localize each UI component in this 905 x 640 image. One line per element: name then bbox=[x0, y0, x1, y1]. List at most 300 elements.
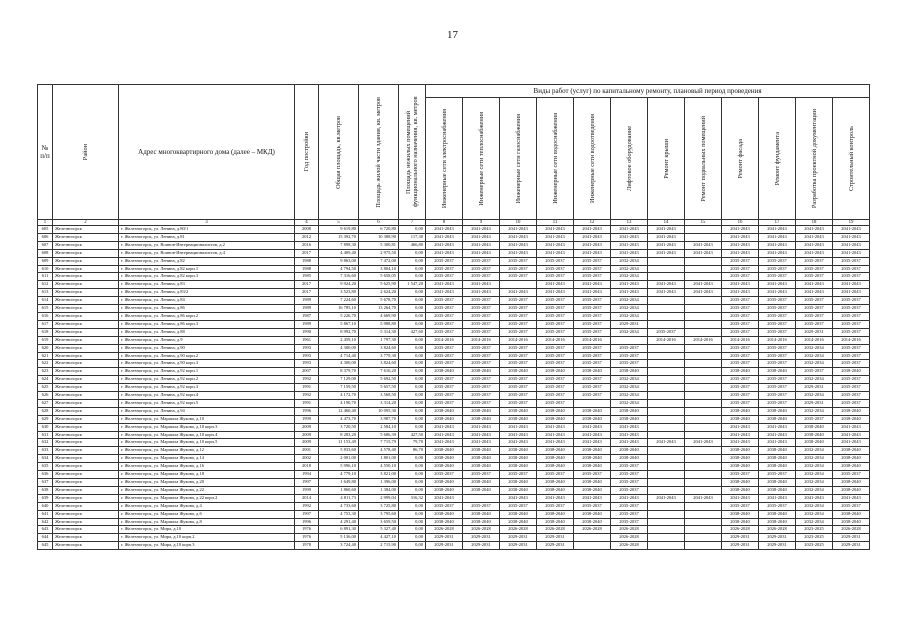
header-living-area-label: Площадь жилой части здания, кв. метров bbox=[375, 96, 382, 208]
work-period: 2029-2031 bbox=[463, 542, 500, 550]
living-area: 10 095,30 bbox=[359, 407, 399, 415]
work-period: 2035-2037 bbox=[611, 360, 648, 368]
work-period: 2035-2037 bbox=[463, 344, 500, 352]
work-period: 2035-2037 bbox=[426, 320, 463, 328]
district: Железногорск bbox=[53, 439, 119, 447]
work-period: 2038-2040 bbox=[759, 415, 796, 423]
living-area: 5 686,39 bbox=[359, 431, 399, 439]
work-period: 2035-2037 bbox=[537, 384, 574, 392]
work-period: 2038-2040 bbox=[611, 368, 648, 376]
work-period: 2041-2043 bbox=[426, 423, 463, 431]
work-period: 2029-2031 bbox=[722, 534, 759, 542]
living-area: 2 999,04 bbox=[359, 494, 399, 502]
work-period: 2038-2040 bbox=[500, 407, 537, 415]
work-period: 2038-2040 bbox=[833, 447, 870, 455]
address: г. Железногорск, ул. Маршала Жукова, д.22 корп.2 bbox=[119, 494, 295, 502]
work-period: 2041-2043 bbox=[500, 423, 537, 431]
work-period: 2035-2037 bbox=[759, 328, 796, 336]
work-period: 2041-2043 bbox=[759, 241, 796, 249]
row-number: 643 bbox=[38, 526, 53, 534]
work-period: 2038-2040 bbox=[574, 463, 611, 471]
work-period: 2041-2043 bbox=[463, 423, 500, 431]
address: г. Железногорск, ул. Ленина, д.9 bbox=[119, 336, 295, 344]
nonliving-area: 79,70 bbox=[399, 439, 426, 447]
work-period: 2035-2037 bbox=[426, 360, 463, 368]
header-work-label: Инженерные сети теплоснабжения bbox=[477, 111, 485, 206]
row-number: 611 bbox=[38, 273, 53, 281]
row-number: 624 bbox=[38, 376, 53, 384]
work-period: 2032-2034 bbox=[611, 328, 648, 336]
district: Железногорск bbox=[53, 502, 119, 510]
work-period: 2032-2034 bbox=[611, 305, 648, 313]
work-period: 2035-2037 bbox=[796, 297, 833, 305]
work-period bbox=[648, 486, 685, 494]
address: г. Железногорск, ул. Ленина, д.90 корп.3 bbox=[119, 360, 295, 368]
row-number: 633 bbox=[38, 447, 53, 455]
work-period: 2035-2037 bbox=[833, 502, 870, 510]
living-area: 4 578,40 bbox=[359, 447, 399, 455]
total-area: 5 136,00 bbox=[319, 534, 359, 542]
work-period: 2026-2028 bbox=[463, 526, 500, 534]
work-period: 2041-2043 bbox=[611, 249, 648, 257]
column-number: 14 bbox=[648, 220, 685, 226]
work-period: 2038-2040 bbox=[463, 455, 500, 463]
work-period bbox=[648, 431, 685, 439]
year-built: 1976 bbox=[295, 526, 319, 534]
work-period: 2023-2025 bbox=[796, 542, 833, 550]
work-period: 2029-2031 bbox=[833, 542, 870, 550]
row-number: 614 bbox=[38, 297, 53, 305]
work-period: 2035-2037 bbox=[722, 471, 759, 479]
work-period: 2041-2043 bbox=[722, 241, 759, 249]
header-work-label: Инженерные сети водоснабжения bbox=[551, 113, 559, 204]
nonliving-area: 0,00 bbox=[399, 542, 426, 550]
work-period: 2041-2043 bbox=[796, 226, 833, 234]
work-period: 2035-2037 bbox=[463, 392, 500, 400]
header-total-area-label: Общая площадь, кв.метров bbox=[335, 115, 342, 189]
work-period: 2041-2043 bbox=[685, 439, 722, 447]
work-period: 2041-2043 bbox=[463, 431, 500, 439]
work-period: 2035-2037 bbox=[537, 265, 574, 273]
work-period: 2029-2031 bbox=[759, 542, 796, 550]
nonliving-area: 0,00 bbox=[399, 265, 426, 273]
work-period: 2035-2037 bbox=[426, 257, 463, 265]
work-period bbox=[685, 328, 722, 336]
work-period: 2029-2031 bbox=[426, 542, 463, 550]
work-period: 2038-2040 bbox=[722, 510, 759, 518]
work-period: 2035-2037 bbox=[833, 384, 870, 392]
work-period: 2032-2034 bbox=[611, 399, 648, 407]
work-period: 2038-2040 bbox=[500, 486, 537, 494]
work-period bbox=[648, 392, 685, 400]
total-area: 5 833,60 bbox=[319, 447, 359, 455]
work-period: 2038-2040 bbox=[722, 407, 759, 415]
work-period: 2035-2037 bbox=[722, 297, 759, 305]
work-period: 2035-2037 bbox=[611, 479, 648, 487]
work-period: 2035-2037 bbox=[426, 328, 463, 336]
work-period: 2041-2043 bbox=[796, 241, 833, 249]
work-period: 2035-2037 bbox=[500, 399, 537, 407]
total-area: 16 785,10 bbox=[319, 305, 359, 313]
work-period: 2035-2037 bbox=[500, 360, 537, 368]
work-period: 2035-2037 bbox=[537, 471, 574, 479]
work-period: 2035-2037 bbox=[759, 297, 796, 305]
work-period: 2041-2043 bbox=[426, 241, 463, 249]
work-period: 2035-2037 bbox=[463, 312, 500, 320]
table-row bbox=[38, 463, 870, 471]
table-row bbox=[38, 392, 870, 400]
work-period: 2041-2043 bbox=[611, 233, 648, 241]
nonliving-area: 0,00 bbox=[399, 518, 426, 526]
work-period: 2029-2031 bbox=[759, 534, 796, 542]
row-number: 621 bbox=[38, 352, 53, 360]
work-period: 2035-2037 bbox=[574, 376, 611, 384]
total-area: 12 460,40 bbox=[319, 407, 359, 415]
column-number: 16 bbox=[722, 220, 759, 226]
table-row bbox=[38, 297, 870, 305]
work-period: 2038-2040 bbox=[759, 368, 796, 376]
work-period bbox=[685, 226, 722, 234]
row-number: 608 bbox=[38, 249, 53, 257]
work-period: 2038-2040 bbox=[500, 455, 537, 463]
work-period bbox=[685, 455, 722, 463]
work-period: 2035-2037 bbox=[574, 344, 611, 352]
work-period: 2038-2040 bbox=[500, 518, 537, 526]
column-number: 8 bbox=[426, 220, 463, 226]
header-work-2 bbox=[463, 98, 500, 220]
living-area: 5 658,05 bbox=[359, 273, 399, 281]
living-area: 5 988,80 bbox=[359, 320, 399, 328]
work-period: 2038-2040 bbox=[796, 439, 833, 447]
work-period: 2038-2040 bbox=[611, 447, 648, 455]
address: г. Железногорск, ул. Маршала Жукова, д.10 корп.3 bbox=[119, 423, 295, 431]
table-row bbox=[38, 312, 870, 320]
work-period bbox=[648, 415, 685, 423]
work-period: 2032-2034 bbox=[796, 502, 833, 510]
work-period: 2041-2043 bbox=[574, 494, 611, 502]
year-built: 2014 bbox=[295, 494, 319, 502]
header-work-label: Инженерные сети электроснабжения bbox=[440, 108, 448, 209]
work-period: 2038-2040 bbox=[426, 486, 463, 494]
work-period: 2038-2040 bbox=[537, 415, 574, 423]
work-period: 2041-2043 bbox=[611, 494, 648, 502]
work-period: 2041-2043 bbox=[500, 494, 537, 502]
total-area: 3 724,40 bbox=[319, 542, 359, 550]
work-period bbox=[685, 502, 722, 510]
work-period: 2035-2037 bbox=[833, 297, 870, 305]
column-number: 17 bbox=[759, 220, 796, 226]
district: Железногорск bbox=[53, 423, 119, 431]
work-period: 2041-2043 bbox=[722, 439, 759, 447]
column-number: 18 bbox=[796, 220, 833, 226]
work-period: 2038-2040 bbox=[759, 455, 796, 463]
work-period: 2014-2016 bbox=[500, 336, 537, 344]
work-period: 2038-2040 bbox=[463, 510, 500, 518]
work-period: 2035-2037 bbox=[537, 312, 574, 320]
work-period: 2038-2040 bbox=[574, 486, 611, 494]
work-period: 2038-2040 bbox=[500, 479, 537, 487]
total-area: 9 924,20 bbox=[319, 281, 359, 289]
nonliving-area: 0,00 bbox=[399, 273, 426, 281]
work-period: 2035-2037 bbox=[574, 297, 611, 305]
district: Железногорск bbox=[53, 226, 119, 234]
year-built: 2016 bbox=[295, 241, 319, 249]
work-period bbox=[685, 534, 722, 542]
total-area: 4 300,00 bbox=[319, 344, 359, 352]
work-period: 2038-2040 bbox=[500, 510, 537, 518]
district: Железногорск bbox=[53, 447, 119, 455]
work-period: 2038-2040 bbox=[722, 447, 759, 455]
work-period bbox=[648, 455, 685, 463]
work-period: 2041-2043 bbox=[463, 249, 500, 257]
work-period: 2026-2028 bbox=[500, 526, 537, 534]
work-period: 2041-2043 bbox=[611, 226, 648, 234]
work-period: 2035-2037 bbox=[759, 265, 796, 273]
table-row bbox=[38, 439, 870, 447]
table-row bbox=[38, 399, 870, 407]
work-period: 2035-2037 bbox=[537, 344, 574, 352]
work-period: 2041-2043 bbox=[537, 439, 574, 447]
work-period: 2032-2034 bbox=[796, 471, 833, 479]
work-period: 2041-2043 bbox=[796, 281, 833, 289]
nonliving-area: 0,00 bbox=[399, 376, 426, 384]
header-number bbox=[38, 85, 53, 220]
work-period bbox=[648, 273, 685, 281]
work-period bbox=[685, 360, 722, 368]
total-area: 5 226,70 bbox=[319, 312, 359, 320]
work-period bbox=[685, 320, 722, 328]
work-period bbox=[463, 494, 500, 502]
year-built: 1992 bbox=[295, 502, 319, 510]
work-period: 2035-2037 bbox=[426, 344, 463, 352]
living-area: 5 692,50 bbox=[359, 376, 399, 384]
work-period: 2035-2037 bbox=[500, 344, 537, 352]
work-period: 2038-2040 bbox=[574, 479, 611, 487]
work-period bbox=[685, 273, 722, 281]
work-period: 2035-2037 bbox=[611, 344, 648, 352]
work-period: 2035-2037 bbox=[500, 352, 537, 360]
work-period: 2035-2037 bbox=[463, 352, 500, 360]
work-period: 2035-2037 bbox=[611, 502, 648, 510]
year-built: 1996 bbox=[295, 518, 319, 526]
work-period: 2035-2037 bbox=[759, 384, 796, 392]
work-period bbox=[648, 368, 685, 376]
year-built: 2017 bbox=[295, 249, 319, 257]
work-period: 2041-2043 bbox=[722, 226, 759, 234]
work-period: 2032-2034 bbox=[796, 479, 833, 487]
work-period: 2035-2037 bbox=[759, 305, 796, 313]
work-period bbox=[648, 257, 685, 265]
table-row bbox=[38, 534, 870, 542]
work-period: 2038-2040 bbox=[463, 486, 500, 494]
work-period: 2041-2043 bbox=[722, 431, 759, 439]
work-period: 2035-2037 bbox=[537, 320, 574, 328]
work-period: 2041-2043 bbox=[426, 494, 463, 502]
work-period: 2038-2040 bbox=[574, 447, 611, 455]
work-period: 2035-2037 bbox=[426, 376, 463, 384]
work-period: 2035-2037 bbox=[574, 471, 611, 479]
work-period: 2029-2031 bbox=[463, 534, 500, 542]
work-period: 2035-2037 bbox=[463, 273, 500, 281]
work-period: 2038-2040 bbox=[537, 518, 574, 526]
work-period: 2032-2034 bbox=[796, 360, 833, 368]
header-work-10 bbox=[759, 98, 796, 220]
total-area: 7 159,50 bbox=[319, 384, 359, 392]
work-period bbox=[648, 265, 685, 273]
work-period: 2035-2037 bbox=[537, 305, 574, 313]
work-period: 2032-2034 bbox=[611, 257, 648, 265]
work-period: 2035-2037 bbox=[722, 328, 759, 336]
work-period: 2035-2037 bbox=[537, 297, 574, 305]
work-period bbox=[685, 486, 722, 494]
work-period: 2038-2040 bbox=[537, 368, 574, 376]
work-period: 2035-2037 bbox=[426, 273, 463, 281]
table-row bbox=[38, 344, 870, 352]
total-area: 1 860,60 bbox=[319, 486, 359, 494]
year-built: 1996 bbox=[295, 407, 319, 415]
work-period bbox=[648, 447, 685, 455]
header-work-9 bbox=[722, 98, 759, 220]
work-period bbox=[648, 320, 685, 328]
work-period: 2032-2034 bbox=[796, 510, 833, 518]
column-number: 6 bbox=[359, 220, 399, 226]
district: Железногорск bbox=[53, 344, 119, 352]
total-area: 2 001,00 bbox=[319, 455, 359, 463]
district: Железногорск bbox=[53, 257, 119, 265]
year-built: 2008 bbox=[295, 226, 319, 234]
nonliving-area: 0,00 bbox=[399, 384, 426, 392]
work-period bbox=[685, 312, 722, 320]
living-area: 5 314,30 bbox=[359, 328, 399, 336]
district: Железногорск bbox=[53, 479, 119, 487]
work-period: 2026-2028 bbox=[611, 526, 648, 534]
year-built: 2017 bbox=[295, 281, 319, 289]
work-period: 2035-2037 bbox=[796, 320, 833, 328]
nonliving-area: 427,60 bbox=[399, 328, 426, 336]
work-period bbox=[685, 526, 722, 534]
header-work-4 bbox=[537, 98, 574, 220]
work-period: 2035-2037 bbox=[796, 368, 833, 376]
year-built: 2002 bbox=[295, 455, 319, 463]
year-built: 1988 bbox=[295, 265, 319, 273]
row-number: 640 bbox=[38, 502, 53, 510]
work-period: 2041-2043 bbox=[796, 249, 833, 257]
work-period: 2035-2037 bbox=[722, 344, 759, 352]
column-number: 9 bbox=[463, 220, 500, 226]
table-row bbox=[38, 479, 870, 487]
work-period: 2038-2040 bbox=[574, 510, 611, 518]
work-period: 2035-2037 bbox=[500, 312, 537, 320]
work-period: 2035-2037 bbox=[611, 471, 648, 479]
column-number: 4 bbox=[295, 220, 319, 226]
total-area: 7 224,60 bbox=[319, 297, 359, 305]
district: Железногорск bbox=[53, 407, 119, 415]
address: г. Железногорск, ул. Воинов-Интернационалистов, д.2 bbox=[119, 241, 295, 249]
work-period: 2038-2040 bbox=[463, 479, 500, 487]
work-period: 2041-2043 bbox=[759, 423, 796, 431]
work-period: 2038-2040 bbox=[537, 510, 574, 518]
address: г. Железногорск, ул. Ленина, д.82 корп.1 bbox=[119, 265, 295, 273]
row-number: 607 bbox=[38, 241, 53, 249]
nonliving-area: 0,00 bbox=[399, 305, 426, 313]
district: Железногорск bbox=[53, 368, 119, 376]
work-period: 2041-2043 bbox=[426, 226, 463, 234]
work-period: 2014-2016 bbox=[722, 336, 759, 344]
work-period: 2035-2037 bbox=[463, 502, 500, 510]
work-period bbox=[685, 233, 722, 241]
work-period bbox=[685, 384, 722, 392]
year-built: 2007 bbox=[295, 368, 319, 376]
row-number: 609 bbox=[38, 257, 53, 265]
work-period: 2035-2037 bbox=[537, 360, 574, 368]
table-row bbox=[38, 257, 870, 265]
row-number: 629 bbox=[38, 415, 53, 423]
district: Железногорск bbox=[53, 431, 119, 439]
work-period: 2035-2037 bbox=[500, 257, 537, 265]
work-period: 2029-2031 bbox=[500, 534, 537, 542]
work-period: 2041-2043 bbox=[426, 439, 463, 447]
work-period: 2032-2034 bbox=[611, 312, 648, 320]
district: Железногорск bbox=[53, 352, 119, 360]
district: Железногорск bbox=[53, 281, 119, 289]
work-period: 2041-2043 bbox=[500, 249, 537, 257]
work-period: 2038-2040 bbox=[426, 368, 463, 376]
address: г. Железногорск, ул. Воинов-Интернационалистов, д.4 bbox=[119, 249, 295, 257]
address: г. Железногорск, ул. Маршала Жукова, д.18 bbox=[119, 471, 295, 479]
total-area: 9 619,80 bbox=[319, 226, 359, 234]
table-row bbox=[38, 328, 870, 336]
work-period: 2038-2040 bbox=[426, 447, 463, 455]
living-area: 5 327,40 bbox=[359, 526, 399, 534]
total-area: 8 992,70 bbox=[319, 328, 359, 336]
district: Железногорск bbox=[53, 518, 119, 526]
work-period: 2041-2043 bbox=[833, 281, 870, 289]
work-period: 2014-2016 bbox=[463, 336, 500, 344]
work-period: 2026-2028 bbox=[722, 526, 759, 534]
header-number-label: № п/п bbox=[40, 144, 50, 160]
nonliving-area: 0,00 bbox=[399, 320, 426, 328]
work-period: 2032-2034 bbox=[796, 518, 833, 526]
total-area: 7 129,00 bbox=[319, 376, 359, 384]
work-period: 2041-2043 bbox=[833, 289, 870, 297]
work-period: 2035-2037 bbox=[759, 352, 796, 360]
work-period: 2041-2043 bbox=[426, 249, 463, 257]
row-number: 630 bbox=[38, 423, 53, 431]
total-area: 4 714,40 bbox=[319, 352, 359, 360]
address: г. Железногорск, ул. Маршала Жукова, д.12 bbox=[119, 447, 295, 455]
work-period: 2041-2043 bbox=[685, 281, 722, 289]
work-period: 2035-2037 bbox=[426, 312, 463, 320]
work-period: 2041-2043 bbox=[833, 226, 870, 234]
district: Железногорск bbox=[53, 249, 119, 257]
table-row bbox=[38, 415, 870, 423]
table-row bbox=[38, 360, 870, 368]
row-number: 639 bbox=[38, 494, 53, 502]
work-period: 2038-2040 bbox=[611, 407, 648, 415]
year-built: 2009 bbox=[295, 439, 319, 447]
work-period: 2038-2040 bbox=[574, 407, 611, 415]
nonliving-area: 0,00 bbox=[399, 526, 426, 534]
column-number: 13 bbox=[611, 220, 648, 226]
work-period bbox=[685, 399, 722, 407]
work-period bbox=[648, 471, 685, 479]
work-period: 2041-2043 bbox=[611, 431, 648, 439]
header-year-label: Год постройки bbox=[303, 132, 310, 172]
work-period bbox=[685, 352, 722, 360]
living-area: 7 616,20 bbox=[359, 368, 399, 376]
work-period: 2041-2043 bbox=[574, 431, 611, 439]
column-number: 7 bbox=[399, 220, 426, 226]
